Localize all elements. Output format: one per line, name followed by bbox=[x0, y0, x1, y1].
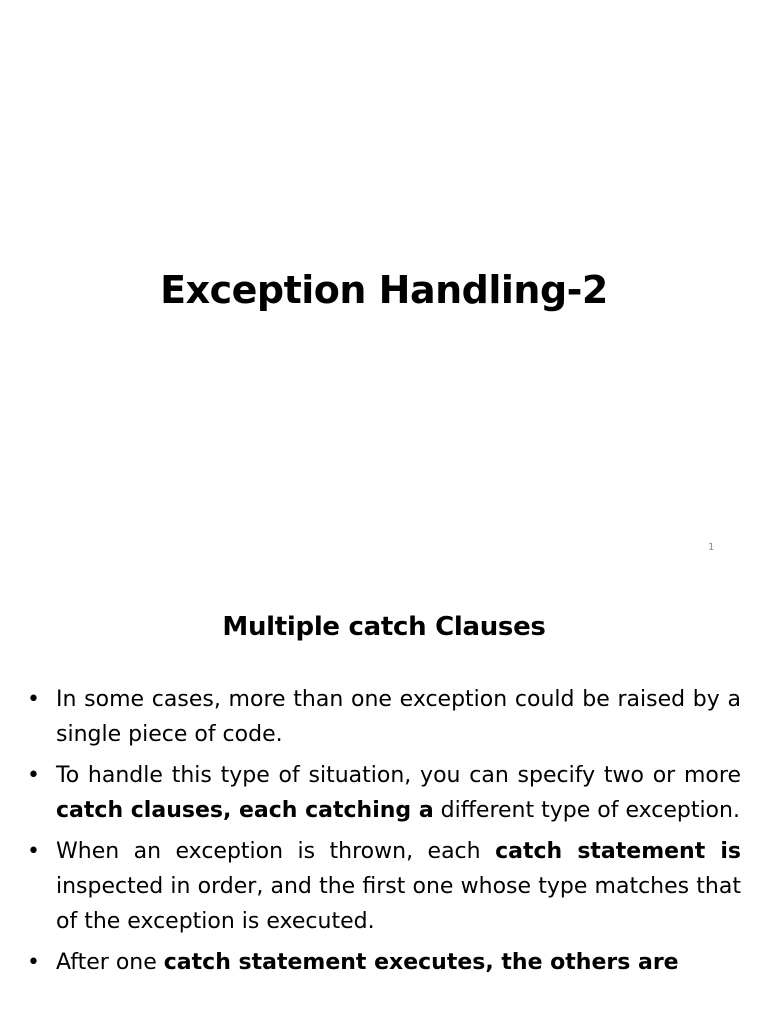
content-slide bbox=[0, 576, 768, 1024]
bullet-bold-text: catch clauses, each catching a bbox=[56, 798, 434, 823]
bullet-text: In some cases, more than one exception could be raised by a single piece of code. bbox=[56, 687, 741, 747]
bullet-text: inspected in order, and the first one whose type matches that of the exception is executed. bbox=[56, 874, 741, 934]
slide-title: Exception Handling-2 bbox=[160, 268, 608, 312]
bullet-text: different type of exception. bbox=[433, 798, 740, 823]
slide-heading: Multiple catch Clauses bbox=[222, 612, 546, 642]
bullet-list bbox=[56, 682, 741, 986]
bullet-item bbox=[56, 945, 741, 980]
bullet-bold-text: catch statement executes, the others are bbox=[163, 950, 679, 975]
bullet-text: When an exception is thrown, each bbox=[56, 839, 496, 864]
bullet-item bbox=[56, 682, 741, 752]
bullet-item bbox=[56, 834, 741, 939]
bullet-text: After one bbox=[56, 950, 164, 975]
bullet-item bbox=[56, 758, 741, 828]
page-number: 1 bbox=[708, 542, 715, 553]
bullet-bold-text: catch statement is bbox=[495, 839, 742, 864]
bullet-text: To handle this type of situation, you can specify two or more bbox=[56, 763, 741, 788]
